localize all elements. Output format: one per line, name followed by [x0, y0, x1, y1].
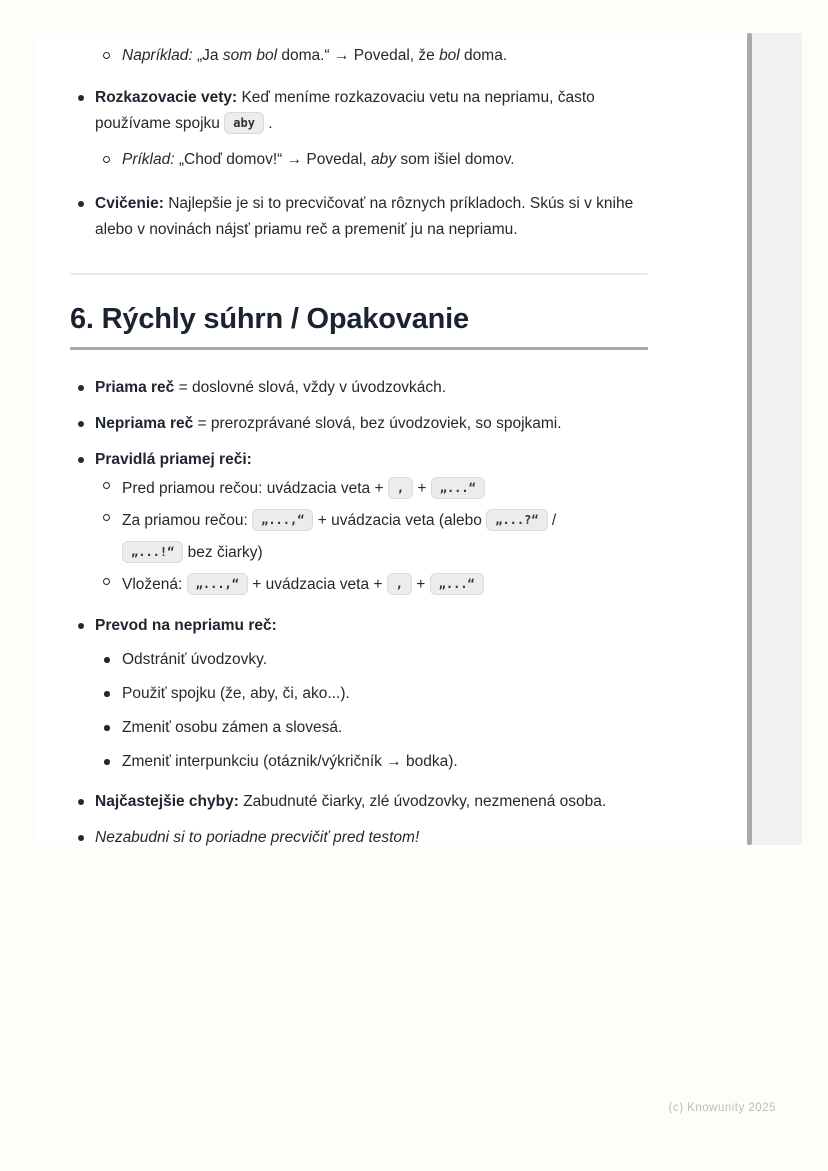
- code-chip: „...“: [430, 573, 484, 595]
- document-page: [35, 33, 748, 845]
- list-item-nepriama-rec: Nepriama reč = prerozprávané slová, bez úvodzoviek, so spojkami.: [70, 411, 648, 437]
- copyright-footer: (c) Knowunity 2025: [668, 1102, 776, 1114]
- example-label: Príklad:: [122, 151, 175, 168]
- list-item-prevod-step: Zmeniť interpunkciu (otáznik/výkričník → bodka).: [70, 749, 648, 775]
- list-item-prevod: [70, 613, 648, 639]
- code-chip: ,: [387, 573, 412, 595]
- list-item-vlozena: Vložená: „...,“ + uvádzacia veta + , + „...“: [70, 569, 648, 601]
- code-chip: aby: [224, 112, 264, 134]
- list-item-pred-priamou: Pred priamou rečou: uvádzacia veta + , + „...“: [70, 473, 648, 505]
- document-content: [70, 43, 648, 851]
- code-chip: „...,“: [187, 573, 248, 595]
- section-heading: 6. Rýchly súhrn / Opakovanie: [70, 303, 469, 335]
- list-item-example-priklad: Príklad: „Choď domov!“ → Povedal, aby som išiel domov.: [70, 147, 648, 173]
- list-item-prevod-step: Zmeniť osobu zámen a slovesá.: [70, 715, 648, 741]
- list-item-pravidla: [70, 447, 648, 473]
- item-term: Rozkazovacie vety:: [95, 89, 238, 106]
- heading-underline: [70, 347, 648, 350]
- code-chip: ,: [388, 477, 413, 499]
- list-item-priama-rec: Priama reč = doslovné slová, vždy v úvodzovkách.: [70, 375, 648, 401]
- example-label: Napríklad:: [122, 47, 193, 64]
- item-term: Najčastejšie chyby:: [95, 793, 239, 810]
- item-term: Priama reč: [95, 379, 175, 396]
- code-chip: „...!“: [122, 541, 183, 563]
- list-item-example-naprıklad: Napríklad: „Ja som bol doma.“ → Povedal, že bol doma.: [70, 43, 648, 69]
- list-item-za-priamou: Za priamou rečou: „...,“ + uvádzacia veta (alebo „...?“ / „...!“ bez čiarky): [70, 505, 648, 569]
- list-item-rozkazovacie-vety: Rozkazovacie vety: Keď meníme rozkazovaciu vetu na nepriamu, často používame spojku aby .: [70, 85, 648, 137]
- item-term: Cvičenie:: [95, 195, 164, 212]
- code-chip: „...?“: [486, 509, 547, 531]
- section-divider: [70, 273, 648, 275]
- list-item-cvicenie: Cvičenie: Najlepšie je si to precvičovať na rôznych príkladoch. Skús si v knihe alebo v novinách nájsť priamu reč a premeniť ju na nepriamu.: [70, 191, 648, 243]
- list-item-note: Nezabudni si to poriadne precvičiť pred testom!: [70, 825, 648, 851]
- scrollbar[interactable]: [747, 33, 752, 845]
- item-term: Prevod na nepriamu reč:: [95, 617, 277, 634]
- item-term: Nepriama reč: [95, 415, 194, 432]
- code-chip: „...,“: [252, 509, 313, 531]
- page-side-strip: [752, 33, 802, 845]
- list-item-prevod-step: Použiť spojku (že, aby, či, ako...).: [70, 681, 648, 707]
- item-term: Pravidlá priamej reči:: [95, 451, 252, 468]
- code-chip: „...“: [431, 477, 485, 499]
- list-item-chyby: Najčastejšie chyby: Zabudnuté čiarky, zlé úvodzovky, nezmenená osoba.: [70, 789, 648, 815]
- list-item-prevod-step: Odstrániť úvodzovky.: [70, 647, 648, 673]
